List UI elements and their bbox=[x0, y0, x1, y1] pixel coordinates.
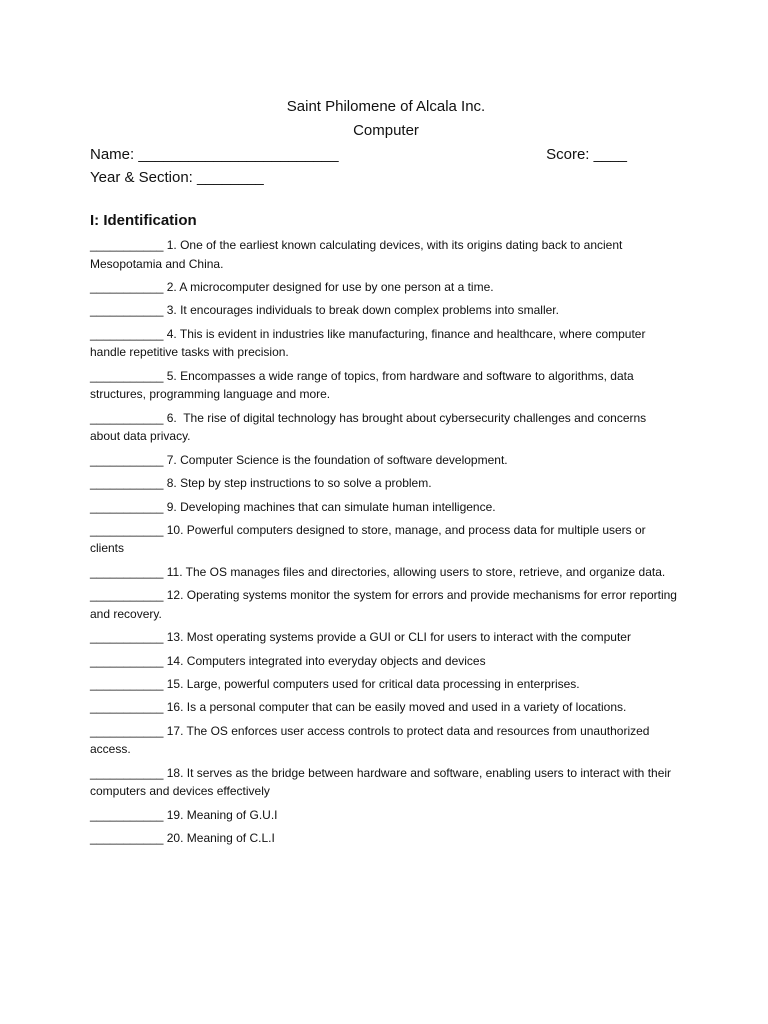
answer-blank: ___________ bbox=[90, 564, 164, 579]
school-name: Saint Philomene of Alcala Inc. bbox=[286, 98, 486, 115]
section-title: I: Identification bbox=[90, 212, 197, 229]
answer-blank: ___________ bbox=[90, 410, 164, 425]
question-text: 1. One of the earliest known calculating devices, with its origins dating back to ancient Mesopotamia and China. bbox=[90, 238, 626, 271]
question-item bbox=[90, 451, 682, 470]
question-item bbox=[90, 474, 682, 493]
question-item bbox=[90, 698, 682, 717]
question-text: 8. Step by step instructions to so solve a problem. bbox=[163, 476, 432, 491]
question-text: 10. Powerful computers designed to store, manage, and process data for multiple users or clients bbox=[90, 522, 650, 556]
name-score-row bbox=[90, 143, 682, 166]
answer-blank: ___________ bbox=[90, 831, 164, 846]
answer-blank: ___________ bbox=[90, 765, 164, 780]
question-text: 11. The OS manages files and directories, allowing users to store, retrieve, and organize data. bbox=[163, 564, 666, 579]
answer-blank: ___________ bbox=[90, 653, 164, 668]
question-text: 18. It serves as the bridge between hardware and software, enabling users to interact with their computers and devices effectively bbox=[90, 765, 675, 799]
question-list bbox=[90, 236, 682, 848]
question-item bbox=[90, 563, 682, 582]
question-item bbox=[90, 498, 682, 517]
question-item bbox=[90, 764, 682, 801]
question-item bbox=[90, 628, 682, 647]
question-item bbox=[90, 301, 682, 320]
question-text: 16. Is a personal computer that can be easily moved and used in a variety of locations. bbox=[163, 700, 627, 715]
score-field: Score: ____ bbox=[546, 146, 627, 163]
answer-blank: ___________ bbox=[90, 476, 164, 491]
answer-blank: ___________ bbox=[90, 452, 164, 467]
question-text: 12. Operating systems monitor the system for errors and provide mechanisms for error reporting and recovery. bbox=[90, 588, 681, 621]
answer-blank: ___________ bbox=[90, 677, 164, 692]
question-text: 4. This is evident in industries like manufacturing, finance and healthcare, where computer handle repetitive tasks with precision. bbox=[90, 326, 649, 360]
answer-blank: ___________ bbox=[90, 723, 164, 738]
question-text: 9. Developing machines that can simulate human intelligence. bbox=[163, 499, 496, 514]
question-item bbox=[90, 652, 682, 671]
question-item bbox=[90, 409, 682, 446]
answer-blank: ___________ bbox=[90, 630, 164, 645]
question-item bbox=[90, 829, 682, 848]
question-text: 7. Computer Science is the foundation of software development. bbox=[163, 452, 508, 467]
answer-blank: ___________ bbox=[90, 700, 164, 715]
question-text: 20. Meaning of C.L.I bbox=[163, 831, 275, 846]
name-field: Name: ________________________ bbox=[90, 146, 339, 163]
answer-blank: ___________ bbox=[90, 807, 164, 822]
question-item bbox=[90, 586, 682, 623]
answer-blank: ___________ bbox=[90, 588, 164, 603]
question-item bbox=[90, 325, 682, 362]
question-item bbox=[90, 806, 682, 825]
question-text: 6. The rise of digital technology has brought about cybersecurity challenges and concerns about data privacy. bbox=[90, 410, 650, 444]
question-text: 14. Computers integrated into everyday objects and devices bbox=[163, 653, 486, 668]
question-text: 2. A microcomputer designed for use by one person at a time. bbox=[163, 279, 494, 294]
answer-blank: ___________ bbox=[90, 238, 164, 252]
question-item bbox=[90, 367, 682, 404]
question-item bbox=[90, 236, 682, 273]
answer-blank: ___________ bbox=[90, 279, 164, 294]
question-item bbox=[90, 722, 682, 759]
question-text: 15. Large, powerful computers used for critical data processing in enterprises. bbox=[163, 677, 580, 692]
question-text: 19. Meaning of G.U.I bbox=[163, 807, 278, 822]
question-item bbox=[90, 278, 682, 297]
question-text: 13. Most operating systems provide a GUI or CLI for users to interact with the computer bbox=[163, 630, 631, 645]
answer-blank: ___________ bbox=[90, 368, 164, 383]
answer-blank: ___________ bbox=[90, 303, 164, 318]
question-item bbox=[90, 675, 682, 694]
question-item bbox=[90, 521, 682, 558]
question-text: 5. Encompasses a wide range of topics, from hardware and software to algorithms, data structures, programming language and more. bbox=[90, 368, 638, 402]
year-section-field: Year & Section: ________ bbox=[90, 169, 264, 186]
question-text: 17. The OS enforces user access controls to protect data and resources from unauthorized access. bbox=[90, 723, 653, 757]
answer-blank: ___________ bbox=[90, 499, 164, 514]
subject-title: Computer bbox=[353, 122, 419, 139]
year-section-row bbox=[90, 166, 682, 189]
answer-blank: ___________ bbox=[90, 326, 164, 341]
question-text: 3. It encourages individuals to break down complex problems into smaller. bbox=[163, 303, 559, 318]
answer-blank: ___________ bbox=[90, 522, 164, 537]
